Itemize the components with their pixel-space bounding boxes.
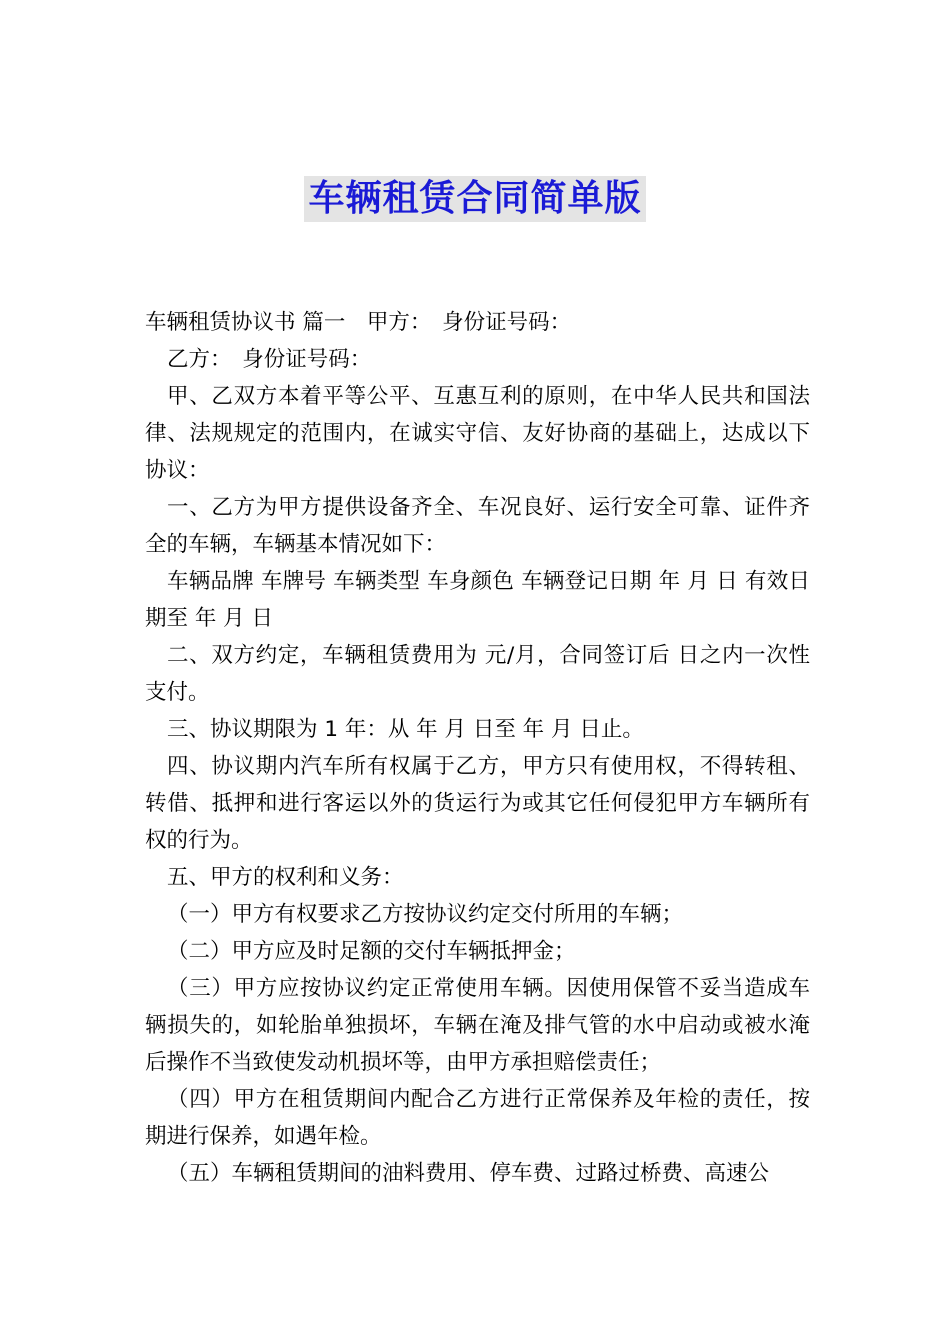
paragraph-item-2: （二）甲方应及时足额的交付车辆抵押金； — [167, 939, 576, 964]
paragraph-item-1: （一）甲方有权要求乙方按协议约定交付所用的车辆； — [167, 902, 684, 927]
paragraph-item-4: （四）甲方在租赁期间内配合乙方进行正常保养及年检的责任，按期进行保养，如遇年检。 — [145, 1087, 810, 1149]
document-body — [145, 304, 810, 1192]
paragraph-header: 车辆租赁协议书 篇一 甲方： 身份证号码： — [145, 310, 572, 335]
paragraph-item-3: （三）甲方应按协议约定正常使用车辆。因使用保管不妥当造成车辆损失的，如轮胎单独损坏，车辆在淹及排气管的水中启动或被水淹后操作不当致使发动机损坏等，由甲方承担赔偿责任； — [145, 976, 810, 1075]
paragraph-item-5: （五）车辆租赁期间的油料费用、停车费、过路过桥费、高速公 — [167, 1161, 770, 1186]
paragraph-party-b: 乙方： 身份证号码： — [167, 347, 372, 372]
paragraph-vehicle-info: 车辆品牌 车牌号 车辆类型 车身颜色 车辆登记日期 年 月 日 有效日期至 年 月 日 — [145, 569, 810, 631]
title-container — [0, 176, 950, 222]
paragraph-clause-3: 三、协议期限为 1 年：从 年 月 日至 年 月 日止。 — [167, 717, 644, 742]
paragraph-clause-1: 一、乙方为甲方提供设备齐全、车况良好、运行安全可靠、证件齐全的车辆，车辆基本情况如下： — [145, 495, 810, 557]
paragraph-preamble: 甲、乙双方本着平等公平、互惠互利的原则，在中华人民共和国法律、法规规定的范围内，在诚实守信、友好协商的基础上，达成以下协议： — [145, 384, 810, 483]
paragraph-clause-4: 四、协议期内汽车所有权属于乙方，甲方只有使用权，不得转租、转借、抵押和进行客运以外的货运行为或其它任何侵犯甲方车辆所有权的行为。 — [145, 754, 810, 853]
paragraph-clause-2: 二、双方约定，车辆租赁费用为 元/月，合同签订后 日之内一次性支付。 — [145, 643, 810, 705]
document-title: 车辆租赁合同简单版 — [304, 176, 645, 222]
paragraph-clause-5: 五、甲方的权利和义务： — [167, 865, 404, 890]
